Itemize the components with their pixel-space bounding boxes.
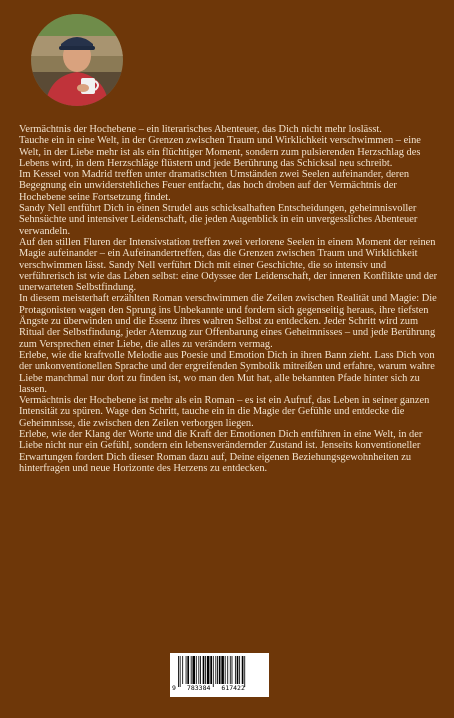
- blurb-paragraph: Sandy Nell entführt Dich in einen Strudel aus schicksalhaften Entscheidungen, geheimnisvoller Sehnsüchte und intensiver Leidenschaft, die jeden Augenblick in ein unvergessliches Abenteuer verwandeln.: [19, 203, 418, 237]
- barcode-bar: [219, 656, 221, 684]
- barcode-bar: [244, 656, 245, 687]
- barcode-digit-prefix: 9: [172, 684, 176, 692]
- blurb-paragraph: Vermächtnis der Hochebene – ein literarisches Abenteuer, das Dich nicht mehr loslässt.: [19, 124, 382, 135]
- blurb-paragraph: Erlebe, wie der Klang der Worte und die Kraft der Emotionen Dich entführen in eine Welt, in der Liebe nicht nur ein Gefühl, sondern ein lebensverändernder Zustand ist. Jenseits konventioneller Erwartungen fordert Dich dieser Roman dazu auf, Deine eigenen Beziehungsgewohnheiten zu hinterfragen und neue Horizonte des Herzens zu entdecken.: [19, 429, 423, 474]
- barcode-bar: [180, 656, 181, 687]
- barcode-bar: [191, 656, 192, 684]
- barcode-bar: [237, 656, 239, 684]
- barcode-bar: [225, 656, 226, 684]
- barcode-bar: [232, 656, 233, 684]
- barcode-bar: [215, 656, 216, 684]
- blurb-paragraph: Vermächtnis der Hochebene ist mehr als ein Roman – es ist ein Aufruf, das Leben in seiner ganzen Intensität zu spüren. Wage den Schritt, tauche ein in die Magie der Gefühle und entdecke die Geheimnisse, die zwischen den Zeilen verborgen liegen.: [19, 395, 430, 429]
- blurb-paragraph: Auf den stillen Fluren der Intensivstation treffen zwei verlorene Seelen in einem Moment der reinen Magie aufeinander – ein Aufeinandertreffen, das die Grenzen zwischen Traum und Wirklichkeit verschwimmen lässt. Sandy Nell verführt Dich mit einer Geschichte, die so intensiv und verführerisch ist wie das Leben selbst: eine Odyssee der Leidenschaft, der inneren Konflikte und der unerwarteten Selbstfindung.: [19, 236, 438, 294]
- blurb-paragraph: In diesem meisterhaft erzählten Roman verschwimmen die Zeilen zwischen Realität und Magie: Die Protagonisten wagen den Sprung ins Unbekannte und fordern sich gegenseitig heraus, ihre tiefsten Ängste zu überwinden und die Essenz ihres wahren Selbst zu entdecken. Jeder Schritt wird zum Ritual der Selbstfindung, jeder Atemzug zur Offenbarung eines Geheimnisses – und jede Berührung zum Versprechen einer Liebe, die alles zu verändern vermag.: [19, 293, 437, 350]
- blurb-paragraph: Tauche ein in eine Welt, in der Grenzen zwischen Traum und Wirklichkeit verschwimmen – eine Welt, in der Liebe mehr ist als ein flüchtiger Moment, sondern zum pulsierenden Herzschlag des Lebens wird, in dem Herzschläge flüstern und jede Berührung das Schicksal neu schreibt.: [19, 135, 421, 169]
- barcode-bar: [203, 656, 205, 684]
- barcode-bar: [205, 656, 206, 684]
- barcode-bar: [242, 656, 244, 684]
- barcode-digits: [170, 684, 269, 692]
- blurb-paragraph: Im Kessel von Madrid treffen unter dramatischten Umständen zwei Seelen aufeinander, deren Begegnung ein unwiderstehliches Feuer entfacht, das hoch droben auf der Vermächtnis der Hochebene seine Fortsetzung findet.: [19, 169, 410, 203]
- barcode-bar: [235, 656, 236, 684]
- barcode-bar: [227, 656, 228, 684]
- barcode-bar: [182, 656, 183, 684]
- barcode-bar: [187, 656, 189, 684]
- barcode-bar: [239, 656, 240, 684]
- blurb-paragraph: Erlebe, wie die kraftvolle Melodie aus Poesie und Emotion Dich in ihren Bann zieht. Lass Dich von der unkonventionellen Sprache und der ergreifenden Symbolik mitreißen und erfahre, warum wahre Liebe manchmal nur dort zu finden ist, wo man den Mut hat, alle bekannten Pfade hinter sich zu lassen.: [19, 349, 435, 395]
- barcode-digit-group-1: 783384: [186, 684, 211, 692]
- barcode-bar: [213, 656, 214, 687]
- barcode-bar: [178, 656, 179, 687]
- barcode-bar: [230, 656, 231, 684]
- blurb-text: [19, 124, 441, 474]
- barcode-bar: [210, 656, 212, 684]
- barcode-bar: [196, 656, 197, 684]
- barcode-bar: [217, 656, 218, 684]
- barcode-bar: [186, 656, 187, 684]
- author-photo: [31, 14, 123, 106]
- barcode-bar: [198, 656, 199, 684]
- author-portrait-image: [31, 14, 123, 106]
- barcode-digit-group-2: 617422: [221, 684, 245, 692]
- barcode-bar: [221, 656, 224, 684]
- isbn-barcode: [170, 653, 269, 697]
- barcode-bar: [192, 656, 195, 684]
- barcode-bar: [207, 656, 210, 684]
- barcode-bar: [200, 656, 201, 684]
